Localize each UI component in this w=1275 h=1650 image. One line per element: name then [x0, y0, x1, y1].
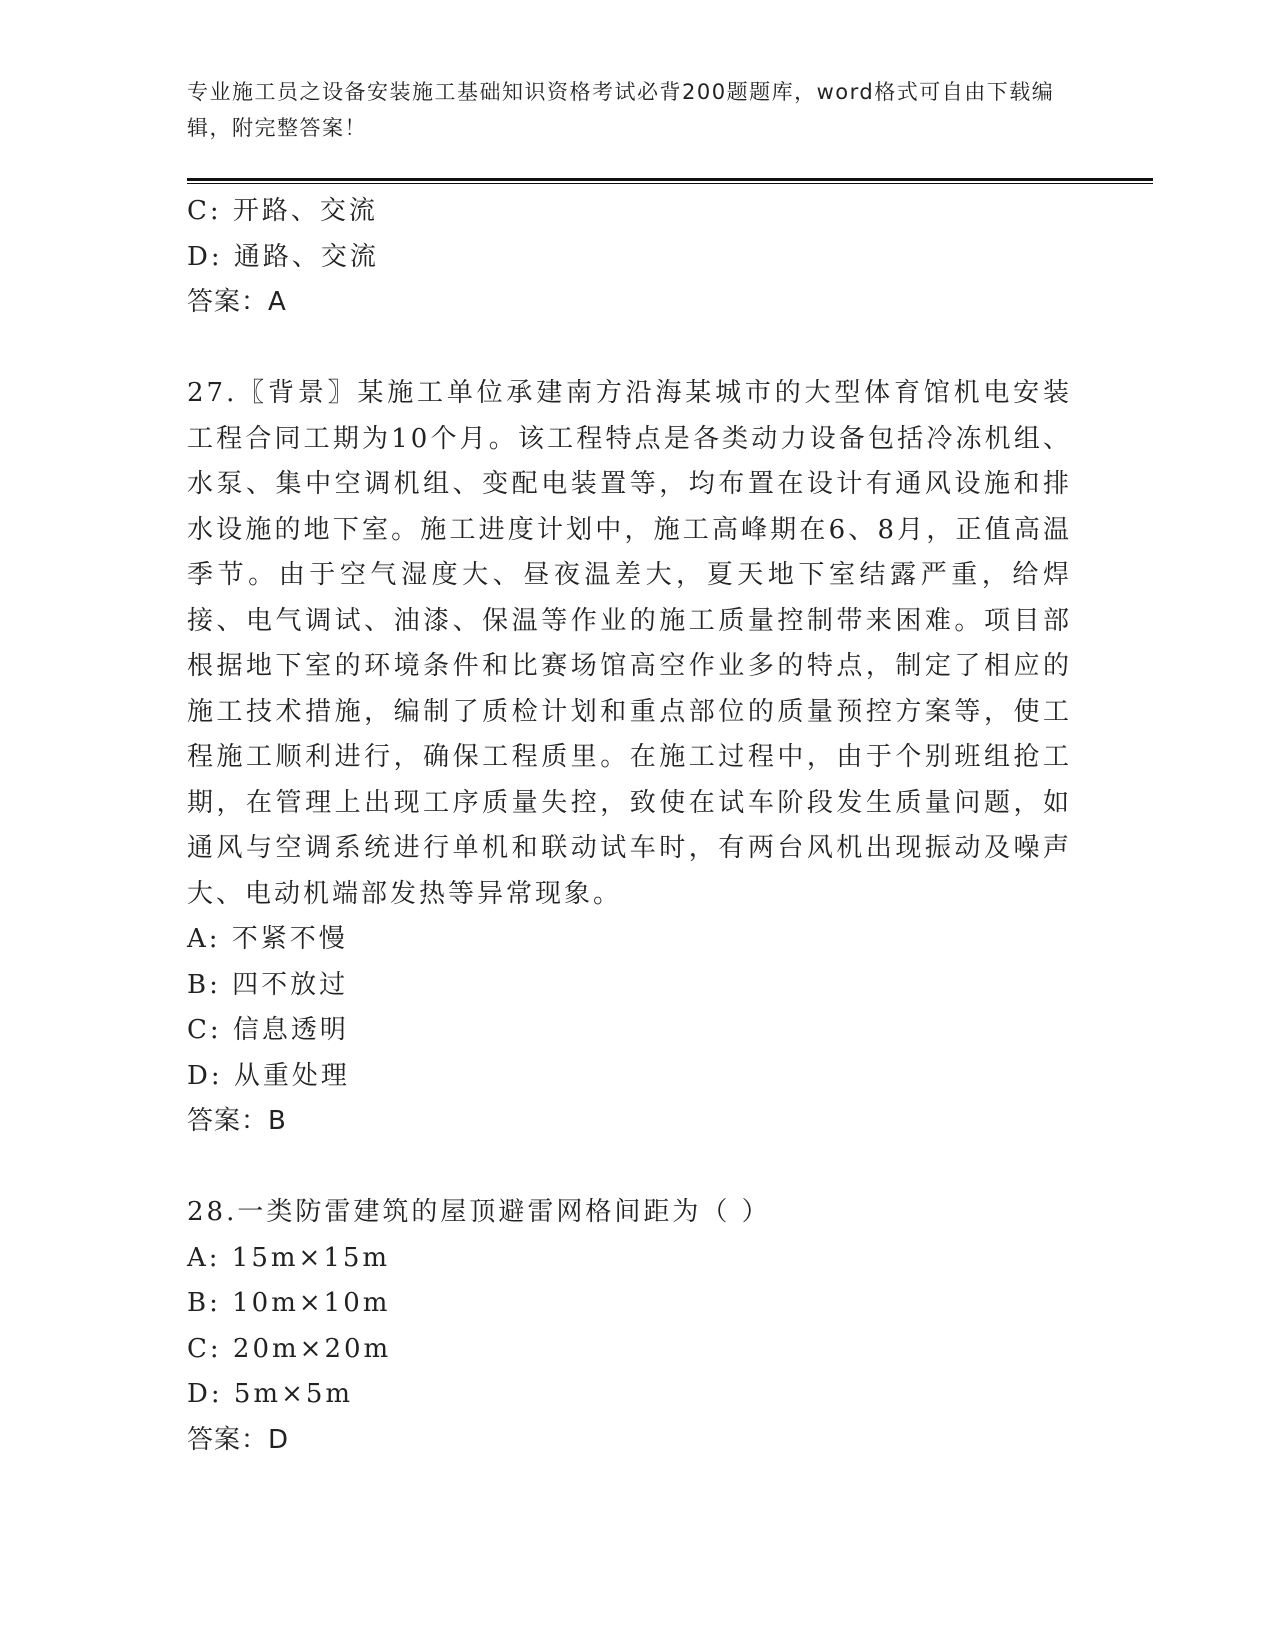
question-28-answer: 答案：D [187, 1424, 290, 1455]
prev-option-d: D: 通路、交流 [187, 241, 379, 272]
prev-answer: 答案：A [187, 287, 287, 317]
question-27-option-a: A: 不紧不慢 [187, 924, 348, 954]
spacer [187, 1145, 1077, 1191]
question-28-option-a: A: 15m×15m [187, 1242, 391, 1273]
header-divider-thick [187, 178, 1153, 181]
question-content [187, 189, 1077, 1463]
question-28-stem: 28.一类防雷建筑的屋顶避雷网格间距为（ ） [187, 1197, 771, 1227]
question-27-option-c: C: 信息透明 [187, 1015, 349, 1045]
prev-option-c: C: 开路、交流 [187, 196, 378, 226]
question-28-option-c: C: 20m×20m [187, 1333, 392, 1364]
question-28-option-d: D: 5m×5m [187, 1379, 354, 1409]
question-27-stem: 27.〖背景〗某施工单位承建南方沿海某城市的大型体育馆机电安装工程合同工期为10个月。该工程特点是各类动力设备包括冷冻机组、水泵、集中空调机组、变配电装置等，均布置在设计有通风设施和排水设施的地下室。施工进度计划中，施工高峰期在6、8月，正值高温季节。由于空气湿度大、昼夜温差大，夏天地下室结露严重，给焊接、电气调试、油漆、保温等作业的施工质量控制带来困难。项目部根据地下室的环境条件和比赛场馆高空作业多的特点，制定了相应的施工技术措施，编制了质检计划和重点部位的质量预控方案等，使工程施工顺利进行，确保工程质里。在施工过程中，由于个别班组抢工期，在管理上出现工序质量失控，致使在试车阶段发生质量问题，如通风与空调系统进行单机和联动试车时，有两台风机出现振动及噪声大、电动机端部发热等异常现象。 [187, 378, 1072, 909]
header-divider-thin [187, 183, 1153, 184]
question-28-option-b: B: 10m×10m [187, 1288, 391, 1318]
question-27-answer: 答案：B [187, 1106, 287, 1136]
spacer [187, 326, 1077, 372]
question-27-option-b: B: 四不放过 [187, 969, 349, 1000]
document-header: 专业施工员之设备安装施工基础知识资格考试必背200题题库，word格式可自由下载编辑，附完整答案！ [187, 80, 1055, 140]
question-27-option-d: D: 从重处理 [187, 1060, 350, 1091]
